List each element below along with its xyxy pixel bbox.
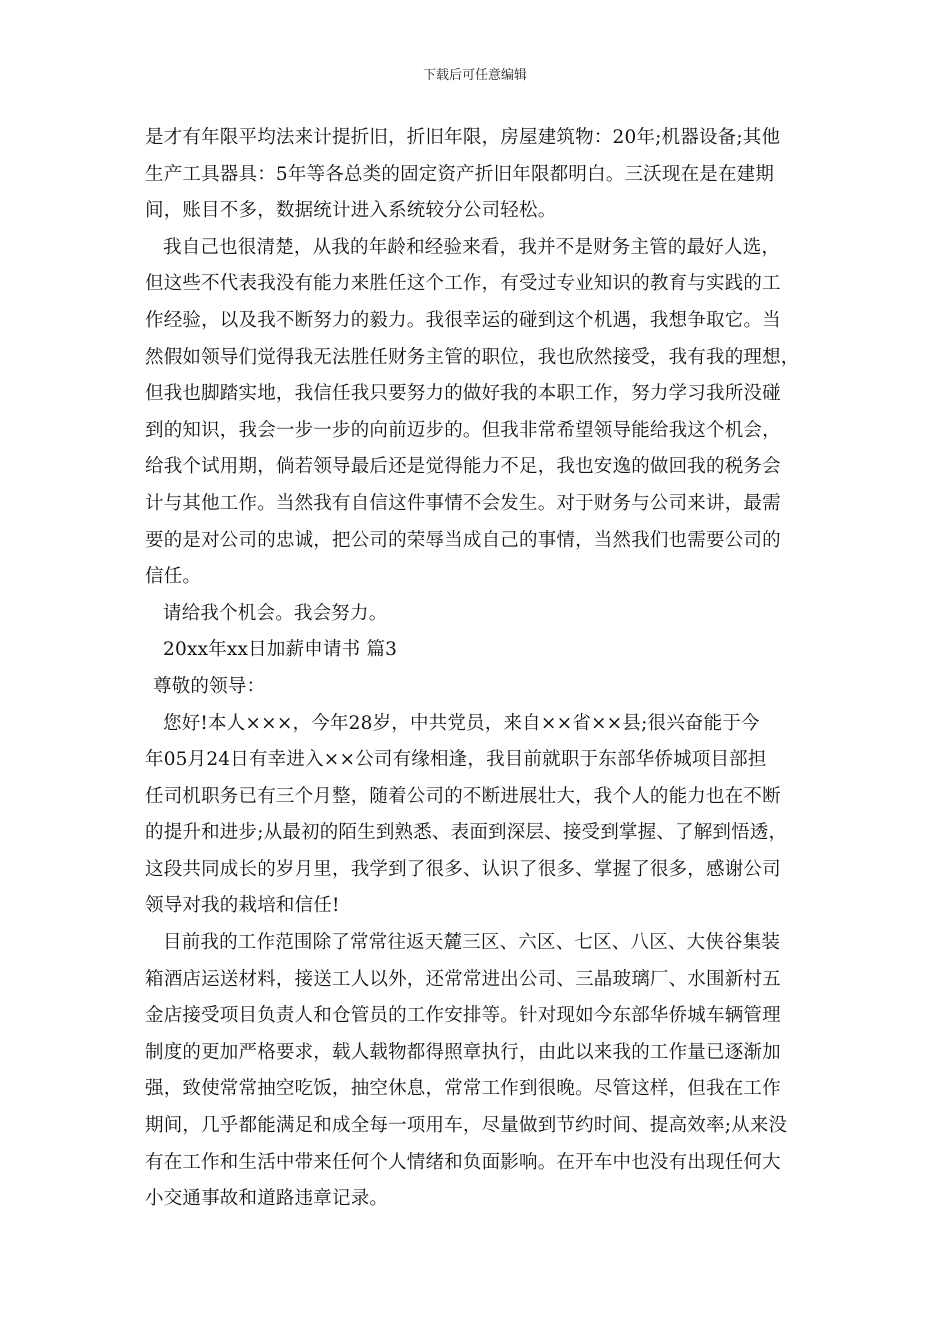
text-line: 作经验，以及我不断努力的毅力。我很幸运的碰到这个机遇，我想争取它。当	[145, 309, 781, 331]
page-header-note: 下载后可任意编辑	[422, 68, 527, 83]
text-line: 金店接受项目负责人和仓管员的工作安排等。针对现如今东部华侨城车辆管理	[145, 1005, 781, 1027]
text-line: 计与其他工作。当然我有自信这件事情不会发生。对于财务与公司来讲，最需	[145, 492, 781, 514]
text-line: 信任。	[145, 566, 202, 588]
text-line: 是才有年限平均法来计提折旧，折旧年限，房屋建筑物：20年;机器设备;其他	[145, 127, 781, 148]
document-body	[145, 120, 817, 1218]
text-line: 您好!本人×××，今年28岁，中共党员，来自××省××县;很兴奋能于今	[163, 712, 760, 734]
text-line: 给我个试用期，倘若领导最后还是觉得能力不足，我也安逸的做回我的税务会	[145, 456, 781, 478]
text-line: 要的是对公司的忠诚，把公司的荣辱当成自己的事情，当然我们也需要公司的	[145, 529, 781, 551]
text-line: 制度的更加严格要求，载人载物都得照章执行，由此以来我的工作量已逐渐加	[145, 1041, 781, 1063]
text-line: 到的知识，我会一步一步的向前迈步的。但我非常希望领导能给我这个机会，	[145, 419, 781, 441]
text-line: 我自己也很清楚，从我的年龄和经验来看，我并不是财务主管的最好人选，	[163, 236, 781, 258]
text-line: 任司机职务已有三个月整，随着公司的不断进展壮大，我个人的能力也在不断	[145, 785, 781, 807]
text-line: 20xx年xx日加薪申请书 篇3	[163, 639, 398, 661]
text-line: 但这些不代表我没有能力来胜任这个工作，有受过专业知识的教育与实践的工	[145, 273, 781, 295]
text-line: 强，致使常常抽空吃饭，抽空休息，常常工作到很晚。尽管这样，但我在工作	[145, 1078, 781, 1100]
text-line: 领导对我的栽培和信任!	[145, 895, 340, 917]
text-line: 请给我个机会。我会努力。	[163, 602, 388, 624]
text-line: 目前我的工作范围除了常常往返天麓三区、六区、七区、八区、大侠谷集装	[163, 932, 781, 954]
text-line: 但我也脚踏实地，我信任我只要努力的做好我的本职工作，努力学习我所没碰	[145, 383, 781, 405]
text-line: 年05月24日有幸进入××公司有缘相逢，我目前就职于东部华侨城项目部担	[145, 749, 767, 771]
text-line: 箱酒店运送材料，接送工人以外，还常常进出公司、三晶玻璃厂、水围新村五	[145, 968, 781, 990]
text-line: 的提升和进步;从最初的陌生到熟悉、表面到深层、接受到掌握、了解到悟透，	[145, 822, 788, 844]
text-line: 间，账目不多，数据统计进入系统较分公司轻松。	[145, 200, 557, 222]
text-line: 然假如领导们觉得我无法胜任财务主管的职位，我也欣然接受，我有我的理想，	[145, 346, 800, 368]
text-line: 期间，几乎都能满足和成全每一项用车，尽量做到节约时间、提高效率;从来没	[145, 1115, 788, 1137]
text-line: 生产工具器具：5年等各总类的固定资产折旧年限都明白。三沃现在是在建期	[145, 163, 775, 185]
text-line: 这段共同成长的岁月里，我学到了很多、认识了很多、掌握了很多，感谢公司	[145, 858, 781, 880]
text-line: 小交通事故和道路违章记录。	[145, 1188, 389, 1210]
text-line: 尊敬的领导：	[153, 675, 266, 697]
text-line: 有在工作和生活中带来任何个人情绪和负面影响。在开车中也没有出现任何大	[145, 1151, 781, 1173]
